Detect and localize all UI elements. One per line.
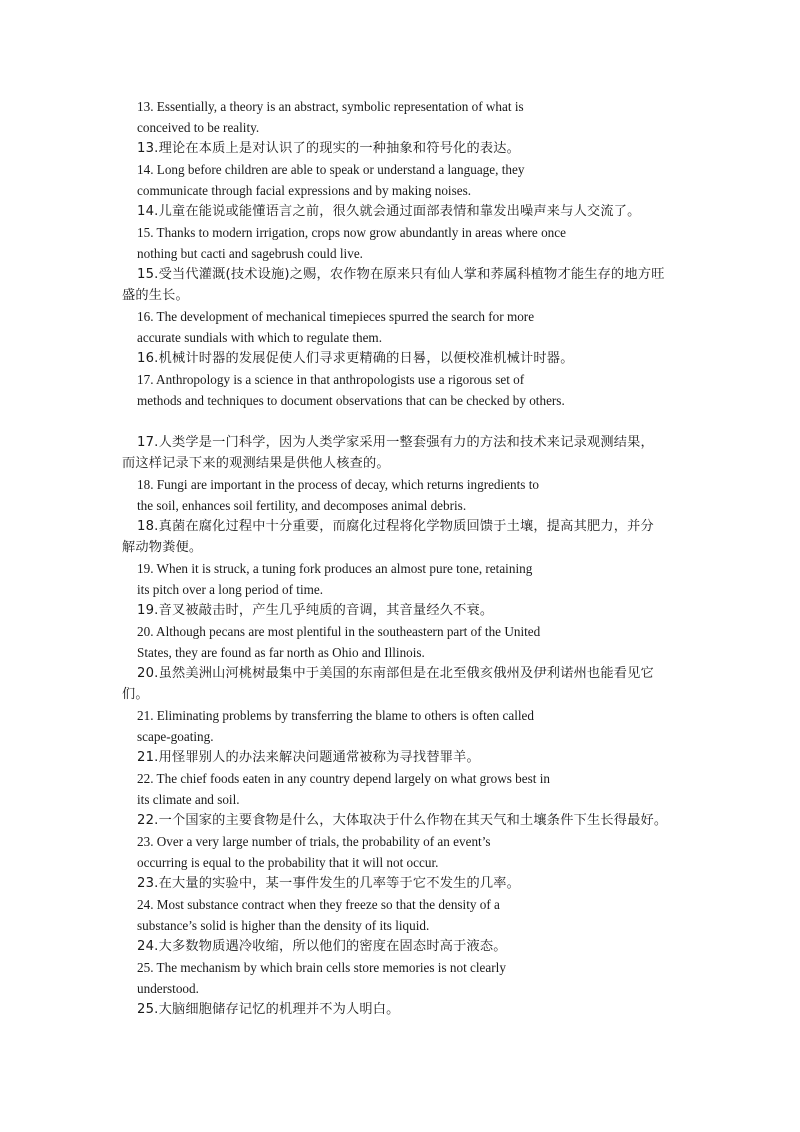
text-line: its pitch over a long period of time. (137, 582, 324, 597)
text-line: 盛的生长。 (122, 288, 189, 303)
text-line: occurring is equal to the probability that it will not occur. (137, 855, 439, 870)
text-line: scape-goating. (137, 729, 214, 744)
text-line: 们。 (122, 687, 149, 702)
text-line: 17.人类学是一门科学，因为人类学家采用一整套强有力的方法和技术来记录观测结果， (137, 435, 654, 450)
text-line: 而这样记录下来的观测结果是供他人核查的。 (122, 456, 390, 471)
text-line: 19. When it is struck, a tuning fork produces an almost pure tone, retaining (137, 561, 533, 576)
text-line: 15.受当代灌溉(技术设施)之赐，农作物在原来只有仙人掌和荞属科植物才能生存的地方旺 (137, 267, 665, 282)
text-line: its climate and soil. (137, 792, 240, 807)
text-line: 18. Fungi are important in the process of decay, which returns ingredients to (137, 477, 539, 492)
text-line: 15. Thanks to modern irrigation, crops now grow abundantly in areas where once (137, 225, 566, 240)
text-line: 21.用怪罪别人的办法来解决问题通常被称为寻找替罪羊。 (137, 750, 480, 765)
text-line: 18.真菌在腐化过程中十分重要，而腐化过程将化学物质回馈于土壤，提高其肥力，并分 (137, 519, 654, 534)
text-line: methods and techniques to document observations that can be checked by others. (137, 393, 565, 408)
text-line: States, they are found as far north as Ohio and Illinois. (137, 645, 425, 660)
text-line: 16. The development of mechanical timepieces spurred the search for more (137, 309, 535, 324)
text-line: substance’s solid is higher than the density of its liquid. (137, 918, 430, 933)
text-line: 19.音叉被敲击时，产生几乎纯质的音调，其音量经久不衰。 (137, 603, 494, 618)
text-line: 解动物粪便。 (122, 540, 203, 555)
text-line: 25.大脑细胞储存记忆的机理并不为人明白。 (137, 1002, 400, 1017)
text-line: 23.在大量的实验中，某一事件发生的几率等于它不发生的几率。 (137, 876, 521, 891)
text-line: 14.儿童在能说或能懂语言之前，很久就会通过面部表情和靠发出噪声来与人交流了。 (137, 204, 641, 219)
text-line: communicate through facial expressions and by making noises. (137, 183, 472, 198)
text-line: 21. Eliminating problems by transferring the blame to others is often called (137, 708, 534, 723)
text-line: 25. The mechanism by which brain cells store memories is not clearly (137, 960, 506, 975)
text-line: 17. Anthropology is a science in that anthropologists use a rigorous set of (137, 372, 525, 387)
text-line: nothing but cacti and sagebrush could live. (137, 246, 363, 261)
text-line: 20. Although pecans are most plentiful in the southeastern part of the United (137, 624, 541, 639)
text-line: understood. (137, 981, 199, 996)
text-line: the soil, enhances soil fertility, and decomposes animal debris. (137, 498, 467, 513)
text-line: 20.虽然美洲山河桃树最集中于美国的东南部但是在北至俄亥俄州及伊利诺州也能看见它 (137, 666, 654, 681)
text-line: 14. Long before children are able to speak or understand a language, they (137, 162, 525, 177)
text-line: 22.一个国家的主要食物是什么，大体取决于什么作物在其天气和土壤条件下生长得最好。 (137, 813, 668, 828)
text-line: 13.理论在本质上是对认识了的现实的一种抽象和符号化的表达。 (137, 141, 521, 156)
text-line: accurate sundials with which to regulate them. (137, 330, 382, 345)
text-line: 22. The chief foods eaten in any country depend largely on what grows best in (137, 771, 550, 786)
text-line: 16.机械计时器的发展促使人们寻求更精确的日晷，以便校准机械计时器。 (137, 351, 574, 366)
text-line: 23. Over a very large number of trials, the probability of an event’s (137, 834, 491, 849)
text-line: 24. Most substance contract when they freeze so that the density of a (137, 897, 500, 912)
text-line: conceived to be reality. (137, 120, 260, 135)
text-line: 13. Essentially, a theory is an abstract, symbolic representation of what is (137, 99, 524, 114)
text-line: 24.大多数物质遇冷收缩，所以他们的密度在固态时高于液态。 (137, 939, 507, 954)
